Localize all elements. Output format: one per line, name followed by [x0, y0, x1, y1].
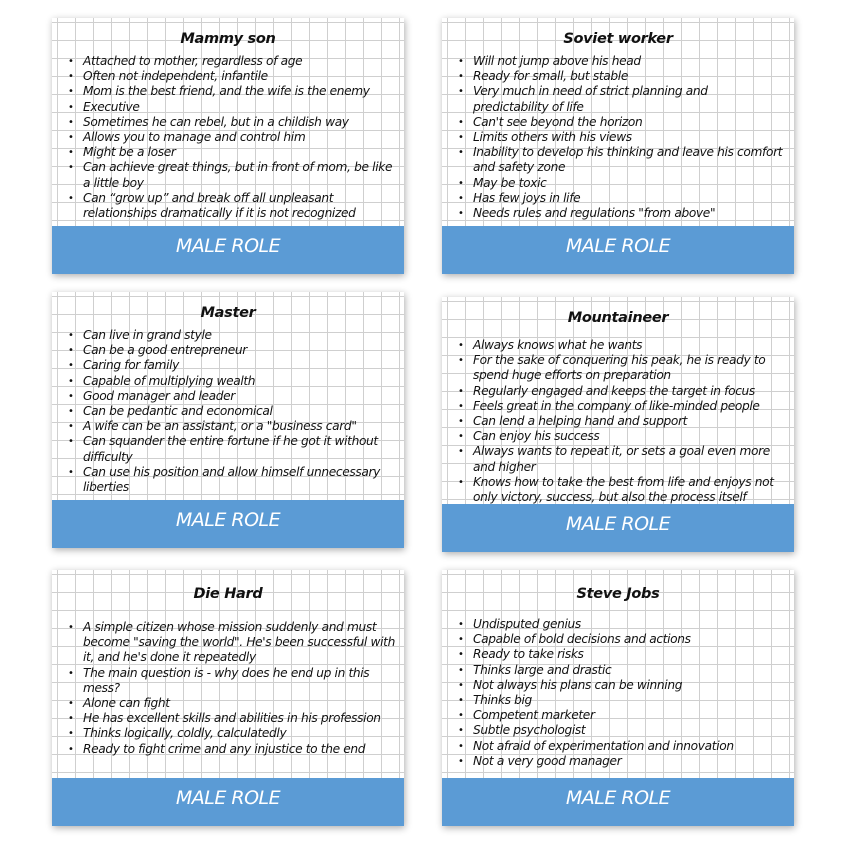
trait-item: • For the sake of conquering his peak, he is ready to spend huge efforts on preparation [456, 353, 786, 383]
trait-item: • Thinks big [456, 693, 786, 708]
trait-item: • Inability to develop his thinking and leave his comfort and safety zone [456, 145, 786, 175]
trait-list [66, 54, 396, 221]
trait-item: • Can “grow up” and break off all unpleasant relationships dramatically if it is not recognized [66, 191, 396, 221]
trait-item: • Undisputed genius [456, 617, 786, 632]
trait-item: • Executive [66, 100, 396, 115]
card-title: Mountaineer [567, 310, 669, 326]
trait-item: • Might be a loser [66, 145, 396, 160]
role-card-steve-jobs [442, 570, 794, 826]
trait-item: • He has excellent skills and abilities in his profession [66, 711, 396, 726]
trait-item: • Alone can fight [66, 696, 396, 711]
trait-item: • Mom is the best friend, and the wife is the enemy [66, 84, 396, 99]
banner-label: MALE ROLE [565, 513, 671, 535]
trait-item: • Capable of multiplying wealth [66, 374, 396, 389]
trait-item: • Can squander the entire fortune if he got it without difficulty [66, 434, 396, 464]
trait-item: • Can be a good entrepreneur [66, 343, 396, 358]
trait-item: • Sometimes he can rebel, but in a childish way [66, 115, 396, 130]
trait-item: • Can't see beyond the horizon [456, 115, 786, 130]
trait-item: • Ready to fight crime and any injustice to the end [66, 742, 396, 757]
trait-item: • Can use his position and allow himself unnecessary liberties [66, 465, 396, 495]
trait-item: • Has few joys in life [456, 191, 786, 206]
trait-item: • Can achieve great things, but in front of mom, be like a little boy [66, 160, 396, 190]
role-card-mountaineer [442, 297, 794, 552]
trait-item: • Good manager and leader [66, 389, 396, 404]
trait-item: • Always knows what he wants [456, 338, 786, 353]
trait-item: • Not afraid of experimentation and innovation [456, 739, 786, 754]
male-role-banner [52, 500, 404, 548]
trait-item: • Often not independent, infantile [66, 69, 396, 84]
trait-item: • Feels great in the company of like-minded people [456, 399, 786, 414]
trait-item: • Can live in grand style [66, 328, 396, 343]
trait-item: • Can lend a helping hand and support [456, 414, 786, 429]
banner-label: MALE ROLE [565, 787, 671, 809]
trait-item: • Can be pedantic and economical [66, 404, 396, 419]
trait-item: • Limits others with his views [456, 130, 786, 145]
trait-item: • A wife can be an assistant, or a "business card" [66, 419, 396, 434]
trait-item: • Competent marketer [456, 708, 786, 723]
male-role-banner [442, 226, 794, 274]
trait-item: • Subtle psychologist [456, 723, 786, 738]
card-title: Master [200, 305, 256, 321]
trait-list [456, 617, 786, 769]
trait-item: • Not always his plans can be winning [456, 678, 786, 693]
trait-list [456, 338, 786, 505]
card-title: Steve Jobs [576, 586, 660, 602]
trait-item: • May be toxic [456, 176, 786, 191]
trait-item: • Very much in need of strict planning and predictability of life [456, 84, 786, 114]
male-role-banner [52, 778, 404, 826]
trait-item: • Attached to mother, regardless of age [66, 54, 396, 69]
trait-item: • Knows how to take the best from life and enjoys not only victory, success, but also the process itself [456, 475, 786, 505]
banner-label: MALE ROLE [175, 235, 281, 257]
banner-label: MALE ROLE [565, 235, 671, 257]
trait-item: • Can enjoy his success [456, 429, 786, 444]
trait-item: • Thinks logically, coldly, calculatedly [66, 726, 396, 741]
male-role-banner [442, 504, 794, 552]
banner-label: MALE ROLE [175, 509, 281, 531]
banner-label: MALE ROLE [175, 787, 281, 809]
trait-list [66, 620, 396, 757]
trait-item: • Ready for small, but stable [456, 69, 786, 84]
trait-item: • Caring for family [66, 358, 396, 373]
male-role-banner [442, 778, 794, 826]
card-title: Soviet worker [563, 31, 673, 47]
trait-list [456, 54, 786, 221]
role-card-soviet-worker [442, 18, 794, 274]
trait-item: • Thinks large and drastic [456, 663, 786, 678]
trait-item: • Capable of bold decisions and actions [456, 632, 786, 647]
trait-item: • A simple citizen whose mission suddenly and must become "saving the world". He's been successful with it, and he's done it repeatedly [66, 620, 396, 666]
trait-list [66, 328, 396, 495]
male-role-banner [52, 226, 404, 274]
card-title: Die Hard [193, 586, 263, 602]
role-card-master [52, 292, 404, 548]
trait-item: • Always wants to repeat it, or sets a goal even more and higher [456, 444, 786, 474]
trait-item: • The main question is - why does he end up in this mess? [66, 666, 396, 696]
role-card-die-hard [52, 570, 404, 826]
trait-item: • Regularly engaged and keeps the target in focus [456, 384, 786, 399]
trait-item: • Needs rules and regulations "from above" [456, 206, 786, 221]
trait-item: • Allows you to manage and control him [66, 130, 396, 145]
trait-item: • Will not jump above his head [456, 54, 786, 69]
card-title: Mammy son [180, 31, 276, 47]
trait-item: • Ready to take risks [456, 647, 786, 662]
trait-item: • Not a very good manager [456, 754, 786, 769]
role-card-mammy-son [52, 18, 404, 274]
